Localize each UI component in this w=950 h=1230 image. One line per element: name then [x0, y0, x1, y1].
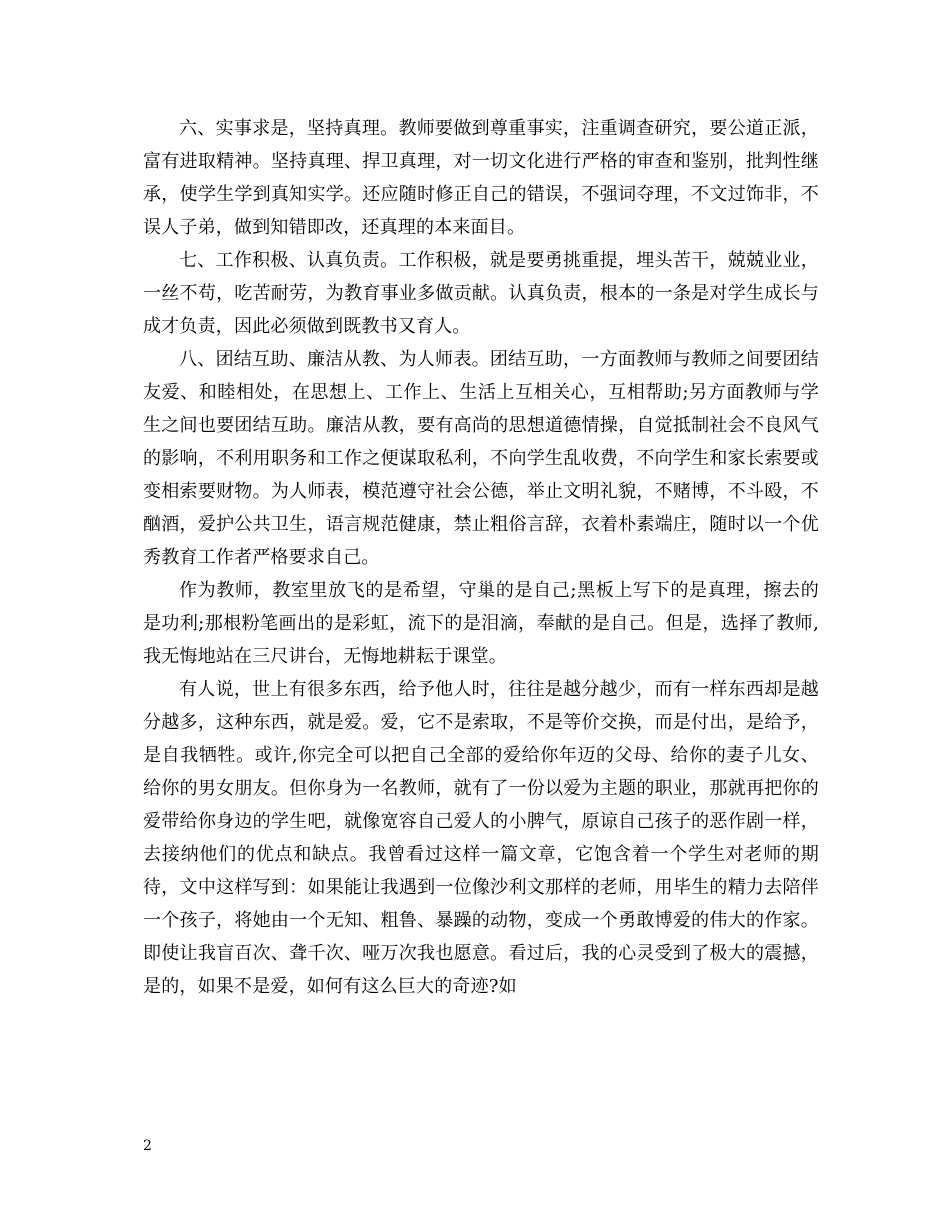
paragraph-seven-work-responsibly: 七、工作积极、认真负责。工作积极，就是要勇挑重提，埋头苦干，兢兢业业，一丝不苟，吃苦耐劳，为教育事业多做贡献。认真负责，根本的一条是对学生成长与成才负责，因此必须做到既教书又育人。 — [143, 250, 819, 337]
document-body — [143, 112, 819, 1003]
paragraph-love-of-teaching: 有人说，世上有很多东西，给予他人时，往往是越分越少，而有一样东西却是越分越多，这种东西，就是爱。爱，它不是索取，不是等价交换，而是付出，是给予，是自我牺牲。或许,你完全可以把自己全部的爱给你年迈的父母、给你的妻子儿女、给你的男女朋友。但你身为一名教师，就有了一份以爱为主题的职业，那就再把你的爱带给你身边的学生吧，就像宽容自己爱人的小脾气，原谅自己孩子的恶作剧一样，去接纳他们的优点和缺点。我曾看过这样一篇文章，它饱含着一个学生对老师的期待，文中这样写到：如果能让我遇到一位像沙利文那样的老师，用毕生的精力去陪伴一个孩子，将她由一个无知、粗鲁、暴躁的动物，变成一个勇敢博爱的伟大的作家。即使让我盲百次、聋千次、哑万次我也愿意。看过后，我的心灵受到了极大的震撼，是的，如果不是爱，如何有这么巨大的奇迹?如 — [143, 679, 819, 997]
paragraph-six-seek-truth: 六、实事求是，坚持真理。教师要做到尊重事实，注重调查研究，要公道正派，富有进取精神。坚持真理、捍卫真理，对一切文化进行严格的审查和鉴别，批判性继承，使学生学到真知实学。还应随时修正自己的错误，不强词夺理，不文过饰非，不误人子弟，做到知错即改，还真理的本来面目。 — [143, 118, 819, 238]
page-number: 2 — [143, 1138, 152, 1154]
paragraph-eight-unity-integrity: 八、团结互助、廉洁从教、为人师表。团结互助，一方面教师与教师之间要团结友爱、和睦相处，在思想上、工作上、生活上互相关心，互相帮助;另方面教师与学生之间也要团结互助。廉洁从教，要有高尚的思想道德情操，自觉抵制社会不良风气的影响，不利用职务和工作之便谋取私利，不向学生乱收费，不向学生和家长索要或变相索要财物。为人师表，模范遵守社会公德，举止文明礼貌，不赌博，不斗殴，不酗酒，爱护公共卫生，语言规范健康，禁止粗俗言辞，衣着朴素端庄，随时以一个优秀教育工作者严格要求自己。 — [143, 349, 819, 568]
paragraph-teacher-dedication: 作为教师，教室里放飞的是希望，守巢的是自己;黑板上写下的是真理，擦去的是功利;那根粉笔画出的是彩虹，流下的是泪滴，奉献的是自己。但是，选择了教师,我无悔地站在三尺讲台，无悔地耕耘于课堂。 — [143, 580, 819, 667]
